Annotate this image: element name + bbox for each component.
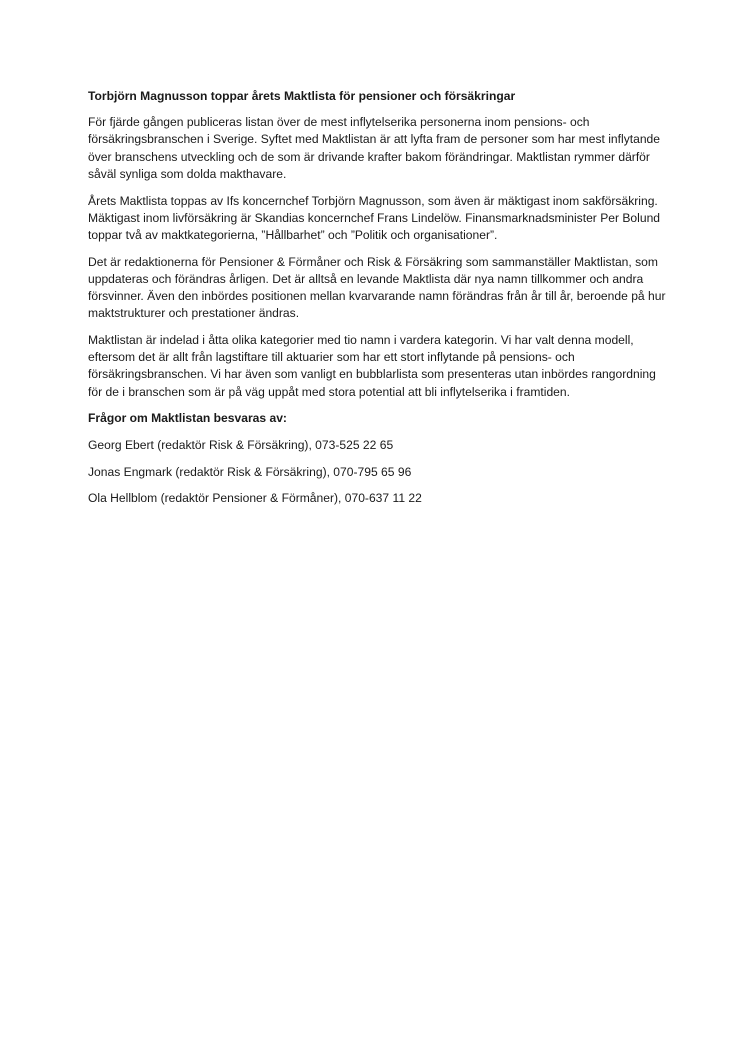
document-body [88,88,668,517]
contact-line-3: Ola Hellblom (redaktör Pensioner & Förmåner), 070-637 11 22 [88,491,422,506]
paragraph-categories: Maktlistan är indelad i åtta olika kategorier med tio namn i vardera kategorin. Vi har valt denna modell, eftersom det är allt från lagstiftare till aktuarier som har ett stort inflytande på pensions- och försäkringsbranschen. Vi har även som vanligt en bubblarlista som presenteras utan inbördes rangordning för de i branschen som är på väg uppåt med stora potential att bli inflytelserika i framtiden. [88,332,656,399]
paragraph-top-ranking: Årets Maktlista toppas av Ifs koncernchef Torbjörn Magnusson, som även är mäktigast inom sakförsäkring. Mäktigast inom livförsäkring är Skandias koncernchef Frans Lindelöw. Finansmarknadsminister Per Bolund toppar två av maktkategorierna, ”Hållbarhet” och ”Politik och organisationer”. [88,193,661,242]
contact-line-1: Georg Ebert (redaktör Risk & Försäkring), 073-525 22 65 [88,437,394,452]
contact-line-2: Jonas Engmark (redaktör Risk & Försäkring), 070-795 65 96 [88,464,412,479]
contact-heading: Frågor om Maktlistan besvaras av: [88,411,287,426]
paragraph-intro: För fjärde gången publiceras listan över de mest inflytelserika personerna inom pensions- och försäkringsbranschen i Sverige. Syftet med Maktlistan är att lyfta fram de personer som har mest inflytande över branschens utveckling och de som är drivande krafter bakom förändringar. Maktlistan rymmer därför såväl synliga som dolda makthavare. [88,115,661,181]
document-title: Torbjörn Magnusson toppar årets Maktlista för pensioner och försäkringar [88,89,516,103]
paragraph-editorial: Det är redaktionerna för Pensioner & Förmåner och Risk & Försäkring som sammanställer Maktlistan, som uppdateras och förändras årligen. Det är alltså en levande Maktlista där nya namn tillkommer och andra försvinner. Även den inbördes positionen mellan kvarvarande namn förändras från år till år, beroende på hur maktstrukturer och prestationer ändras. [88,254,666,321]
